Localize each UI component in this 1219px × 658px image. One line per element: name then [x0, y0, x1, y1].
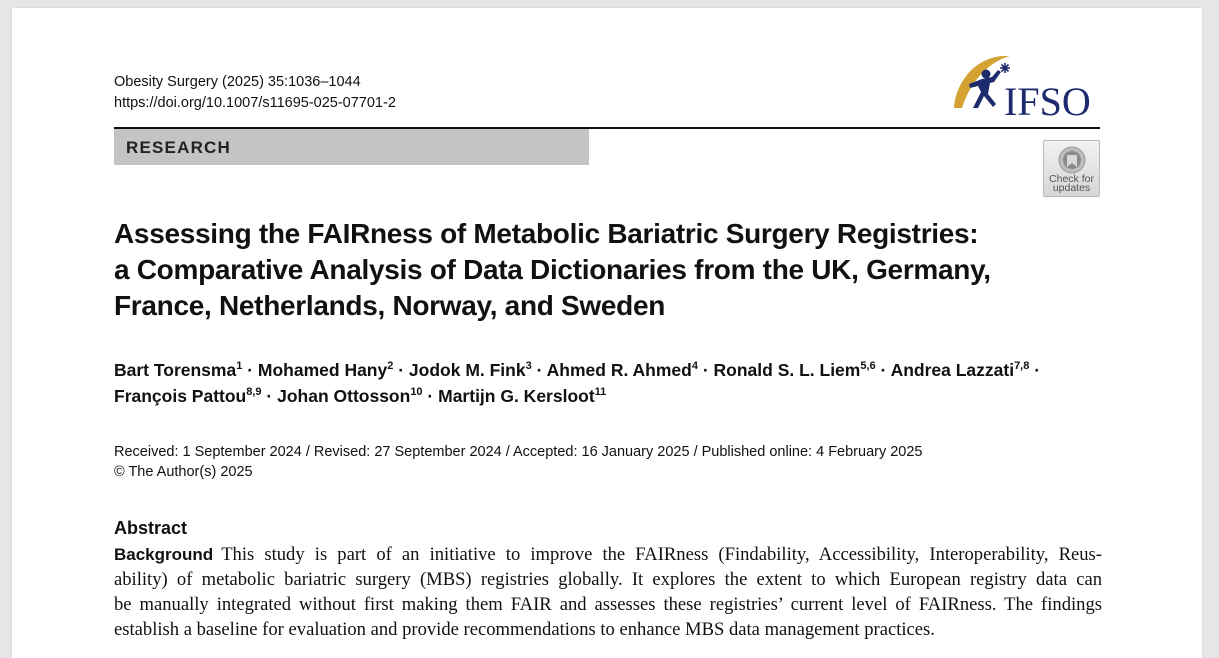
author-name[interactable]: Ronald S. L. Liem: [713, 360, 861, 380]
paper-page: [12, 8, 1202, 658]
author-separator: ·: [393, 360, 409, 380]
author-affiliation: 1: [236, 360, 243, 372]
author-affiliation: 3: [525, 360, 532, 372]
ifso-logo: [948, 50, 1102, 120]
publication-history: [114, 442, 923, 482]
logo-star-icon: [1000, 63, 1010, 73]
author-list: [114, 357, 1100, 409]
logo-text: IFSO: [1004, 79, 1091, 120]
author-name[interactable]: Bart Torensma: [114, 360, 237, 380]
author-affiliation: 11: [594, 386, 607, 398]
abstract-line-1: [114, 542, 1102, 567]
author-affiliation: 8,9: [246, 386, 262, 398]
title-line-2: a Comparative Analysis of Data Dictionaries from the UK, Germany,: [114, 254, 991, 285]
abstract-line-4: establish a baseline for evaluation and provide recommendations to enhance MBS data management practices.: [114, 619, 935, 640]
check-updates-line1: Check for: [1049, 173, 1094, 185]
doi-link[interactable]: https://doi.org/10.1007/s11695-025-07701-2: [114, 95, 396, 111]
author-line-2: [114, 383, 1100, 409]
abstract-heading: Abstract: [114, 518, 188, 538]
author-name[interactable]: Ahmed R. Ahmed: [546, 360, 692, 380]
background-label: Background: [114, 545, 214, 564]
author-name[interactable]: François Pattou: [114, 386, 247, 406]
author-affiliation: 2: [387, 360, 394, 372]
title-line-1: Assessing the FAIRness of Metabolic Bariatric Surgery Registries:: [114, 218, 979, 249]
author-name[interactable]: Andrea Lazzati: [890, 360, 1015, 380]
check-updates-icon: [1057, 145, 1087, 175]
section-bar: [114, 129, 589, 165]
author-affiliation: 10: [410, 386, 423, 398]
author-separator: ·: [697, 360, 714, 380]
abstract-body: [114, 542, 1102, 642]
author-line-1: [114, 357, 1100, 383]
author-separator: ·: [422, 386, 439, 406]
author-affiliation: 5,6: [860, 360, 876, 372]
journal-citation: Obesity Surgery (2025) 35:1036–1044: [114, 74, 361, 90]
abstract-line-3: be manually integrated without first making them FAIR and assesses these registries’ current level of FAIRness. The findings: [114, 594, 1102, 615]
author-separator: ·: [875, 360, 891, 380]
title-line-3: France, Netherlands, Norway, and Sweden: [114, 290, 666, 321]
copyright-notice: © The Author(s) 2025: [114, 464, 253, 480]
author-name[interactable]: Mohamed Hany: [257, 360, 388, 380]
section-label: RESEARCH: [126, 138, 232, 157]
author-separator: ·: [242, 360, 258, 380]
author-separator-trailing: ·: [1029, 360, 1041, 380]
abstract-text: This study is part of an initiative to improve the FAIRness (Findability, Accessibility, Interoperability, Reus-: [221, 544, 1102, 565]
history-dates: Received: 1 September 2024 / Revised: 27 September 2024 / Accepted: 16 January 2025 / Published online: 4 February 2025: [114, 444, 923, 460]
check-updates-line2: updates: [1052, 182, 1091, 194]
article-title: [114, 216, 1100, 324]
author-affiliation: 7,8: [1014, 360, 1030, 372]
author-name[interactable]: Johan Ottosson: [277, 386, 411, 406]
author-affiliation: 4: [691, 360, 698, 372]
author-name[interactable]: Jodok M. Fink: [408, 360, 526, 380]
author-separator: ·: [531, 360, 547, 380]
author-name[interactable]: Martijn G. Kersloot: [438, 386, 595, 406]
abstract-line-2: ability) of metabolic bariatric surgery (MBS) registries globally. It explores the extent to which European registry data can: [114, 569, 1102, 590]
journal-header: [114, 72, 396, 114]
check-for-updates-button[interactable]: [1043, 140, 1100, 197]
author-separator: ·: [261, 386, 278, 406]
